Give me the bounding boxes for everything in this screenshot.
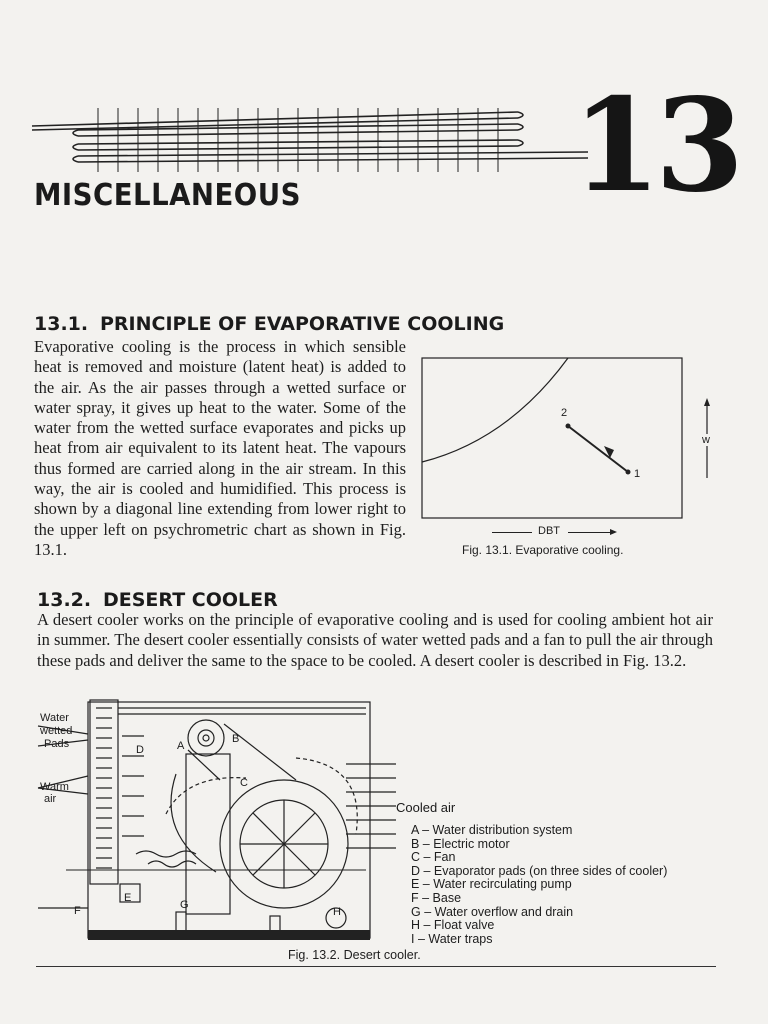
section-2-body: A desert cooler works on the principle of evaporative cooling and is used for cooling ambient hot air in summer. The desert cooler essentially consists of water wetted pads and a fan to pull the air through these pads and deliver the same to the space to be cooled. A desert cooler is described in Fig. 13.2. xyxy=(37,610,713,670)
figure-2-label-pads-3: Pads xyxy=(44,738,70,750)
legend-item: C – Fan xyxy=(411,850,456,865)
legend-item: H – Float valve xyxy=(411,918,495,933)
legend-item: B – Electric motor xyxy=(411,836,510,851)
figure-1-x-axis-label: DBT xyxy=(538,525,560,537)
figure-1-x-axis xyxy=(492,524,622,540)
figure-2-label-cooled-air: Cooled air xyxy=(396,800,456,815)
legend-item: F – Base xyxy=(411,890,462,905)
figure-2-label-pads-1: Water xyxy=(40,712,69,724)
figure-2-label-f: F xyxy=(74,905,81,917)
figure-2-legend xyxy=(411,824,667,946)
figure-1-chart xyxy=(418,350,718,540)
figure-2-label-pads-2: wetted xyxy=(40,725,73,737)
figure-2-label-warm-1: Warm xyxy=(40,781,69,793)
process-line xyxy=(568,426,628,472)
legend-item: G – Water overflow and drain xyxy=(411,904,574,919)
figure-2-label-g: G xyxy=(180,899,189,911)
chapter-title: MISCELLANEOUS xyxy=(34,178,301,213)
section-1-title: PRINCIPLE OF EVAPORATIVE COOLING xyxy=(100,313,505,335)
figure-1-point-1: 1 xyxy=(634,468,641,480)
section-1-number: 13.1. xyxy=(34,313,89,335)
figure-2-label-c: C xyxy=(240,777,248,789)
figure-1-caption: Fig. 13.1. Evaporative cooling. xyxy=(462,543,624,557)
section-1-body: Evaporative cooling is the process in which sensible heat is removed and moisture (latent heat) is added to the air. As the air passes through a wetted surface or water spray, it gives up heat to the water. Some of the water from the wetted surface evaporates and picks up heat from air equivalent to its latent heat. The vapours thus formed are carried along in the air stream. In this way, the air is cooled and humidified. This process is shown by a diagonal line extending from lower right to the upper left on psychrometric chart as shown in Fig. 13.1. xyxy=(34,337,406,559)
chapter-coil-graphic xyxy=(28,100,588,180)
legend-item: I – Water traps xyxy=(411,931,493,946)
figure-2-label-e: E xyxy=(124,892,132,904)
figure-2-diagram xyxy=(36,694,408,950)
section-2-heading xyxy=(37,589,278,611)
saturation-curve xyxy=(422,358,568,462)
figure-2-label-warm-2: air xyxy=(44,793,57,805)
figure-2-caption: Fig. 13.2. Desert cooler. xyxy=(288,948,421,962)
figure-1-point-2: 2 xyxy=(561,407,568,419)
section-2-title: DESERT COOLER xyxy=(103,589,278,611)
figure-1-y-axis-label: w xyxy=(702,434,710,446)
figure-2-label-d: D xyxy=(136,744,144,756)
figure-2-label-h: H xyxy=(333,906,341,918)
figure-2-label-b: B xyxy=(232,733,240,745)
legend-item: E – Water recirculating pump xyxy=(411,877,572,892)
x-axis-arrowhead xyxy=(610,529,617,535)
footer-rule xyxy=(36,966,716,967)
chapter-number: 13 xyxy=(572,71,739,221)
section-2-number: 13.2. xyxy=(37,589,92,611)
legend-item: A – Water distribution system xyxy=(411,823,573,837)
figure-2-label-a: A xyxy=(177,740,185,752)
section-1-heading xyxy=(34,313,504,335)
legend-item: D – Evaporator pads (on three sides of cooler) xyxy=(411,863,668,878)
